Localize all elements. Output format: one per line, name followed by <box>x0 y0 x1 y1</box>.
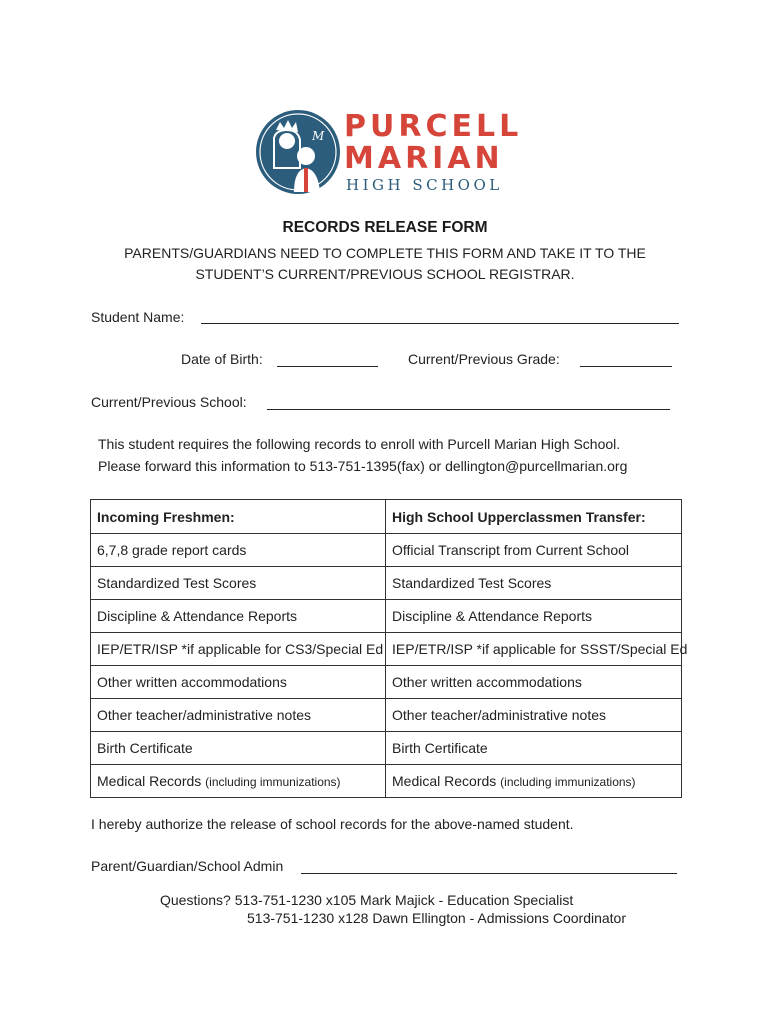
table-row <box>91 633 682 666</box>
logo-word-marian: MARIAN <box>344 141 504 176</box>
table-cell: IEP/ETR/ISP *if applicable for CS3/Special Ed <box>91 633 386 666</box>
logo-crest-icon <box>254 108 342 196</box>
records-note-line-1: This student requires the following records to enroll with Purcell Marian High School. <box>98 436 621 452</box>
instructions-line-2: STUDENT’S CURRENT/PREVIOUS SCHOOL REGISTRAR. <box>195 266 575 282</box>
table-row <box>91 732 682 765</box>
table-row <box>91 699 682 732</box>
grade-field[interactable] <box>580 366 672 367</box>
signature-field[interactable] <box>301 873 677 874</box>
col-header-freshmen: Incoming Freshmen: <box>91 500 386 534</box>
medical-records-note: (including immunizations) <box>500 775 636 789</box>
student-name-label: Student Name: <box>91 309 185 325</box>
signature-label: Parent/Guardian/School Admin <box>91 858 284 874</box>
table-cell: Birth Certificate <box>386 732 682 765</box>
medical-records-note: (including immunizations) <box>205 775 341 789</box>
table-cell <box>91 765 386 798</box>
table-row <box>91 567 682 600</box>
grade-label: Current/Previous Grade: <box>408 351 560 367</box>
questions-line-1: Questions? 513-751-1230 x105 Mark Majick - Education Specialist <box>160 892 574 908</box>
table-cell: Other written accommodations <box>386 666 682 699</box>
col-header-transfer: High School Upperclassmen Transfer: <box>386 500 682 534</box>
questions-line-2: 513-751-1230 x128 Dawn Ellington - Admissions Coordinator <box>247 910 626 926</box>
authorization-statement: I hereby authorize the release of school records for the above-named student. <box>91 816 574 832</box>
table-cell: IEP/ETR/ISP *if applicable for SSST/Special Ed <box>386 633 682 666</box>
instructions-line-1: PARENTS/GUARDIANS NEED TO COMPLETE THIS FORM AND TAKE IT TO THE <box>124 245 646 261</box>
school-label: Current/Previous School: <box>91 394 247 410</box>
table-row <box>91 765 682 798</box>
table-row <box>91 600 682 633</box>
table-cell: Official Transcript from Current School <box>386 534 682 567</box>
logo-word-high-school: HIGH SCHOOL <box>346 176 503 194</box>
table-cell: Discipline & Attendance Reports <box>386 600 682 633</box>
form-title: RECORDS RELEASE FORM <box>282 219 488 236</box>
student-name-field[interactable] <box>201 323 679 324</box>
table-row <box>91 666 682 699</box>
dob-label: Date of Birth: <box>181 351 263 367</box>
records-note-line-2: Please forward this information to 513-751-1395(fax) or dellington@purcellmarian.org <box>98 458 628 474</box>
table-cell: Other written accommodations <box>91 666 386 699</box>
medical-records-label: Medical Records <box>97 773 202 789</box>
dob-field[interactable] <box>277 366 378 367</box>
school-logo <box>254 108 544 196</box>
table-cell: Standardized Test Scores <box>91 567 386 600</box>
table-cell: Birth Certificate <box>91 732 386 765</box>
medical-records-label: Medical Records <box>392 773 497 789</box>
table-cell: Discipline & Attendance Reports <box>91 600 386 633</box>
table-cell: Standardized Test Scores <box>386 567 682 600</box>
table-cell: Other teacher/administrative notes <box>91 699 386 732</box>
svg-text:M: M <box>312 129 325 143</box>
records-table <box>90 499 688 798</box>
table-row <box>91 534 682 567</box>
logo-word-purcell: PURCELL <box>344 109 523 144</box>
table-cell: 6,7,8 grade report cards <box>91 534 386 567</box>
school-field[interactable] <box>267 409 670 410</box>
table-cell <box>386 765 682 798</box>
table-header-row <box>91 500 682 534</box>
table-cell: Other teacher/administrative notes <box>386 699 682 732</box>
